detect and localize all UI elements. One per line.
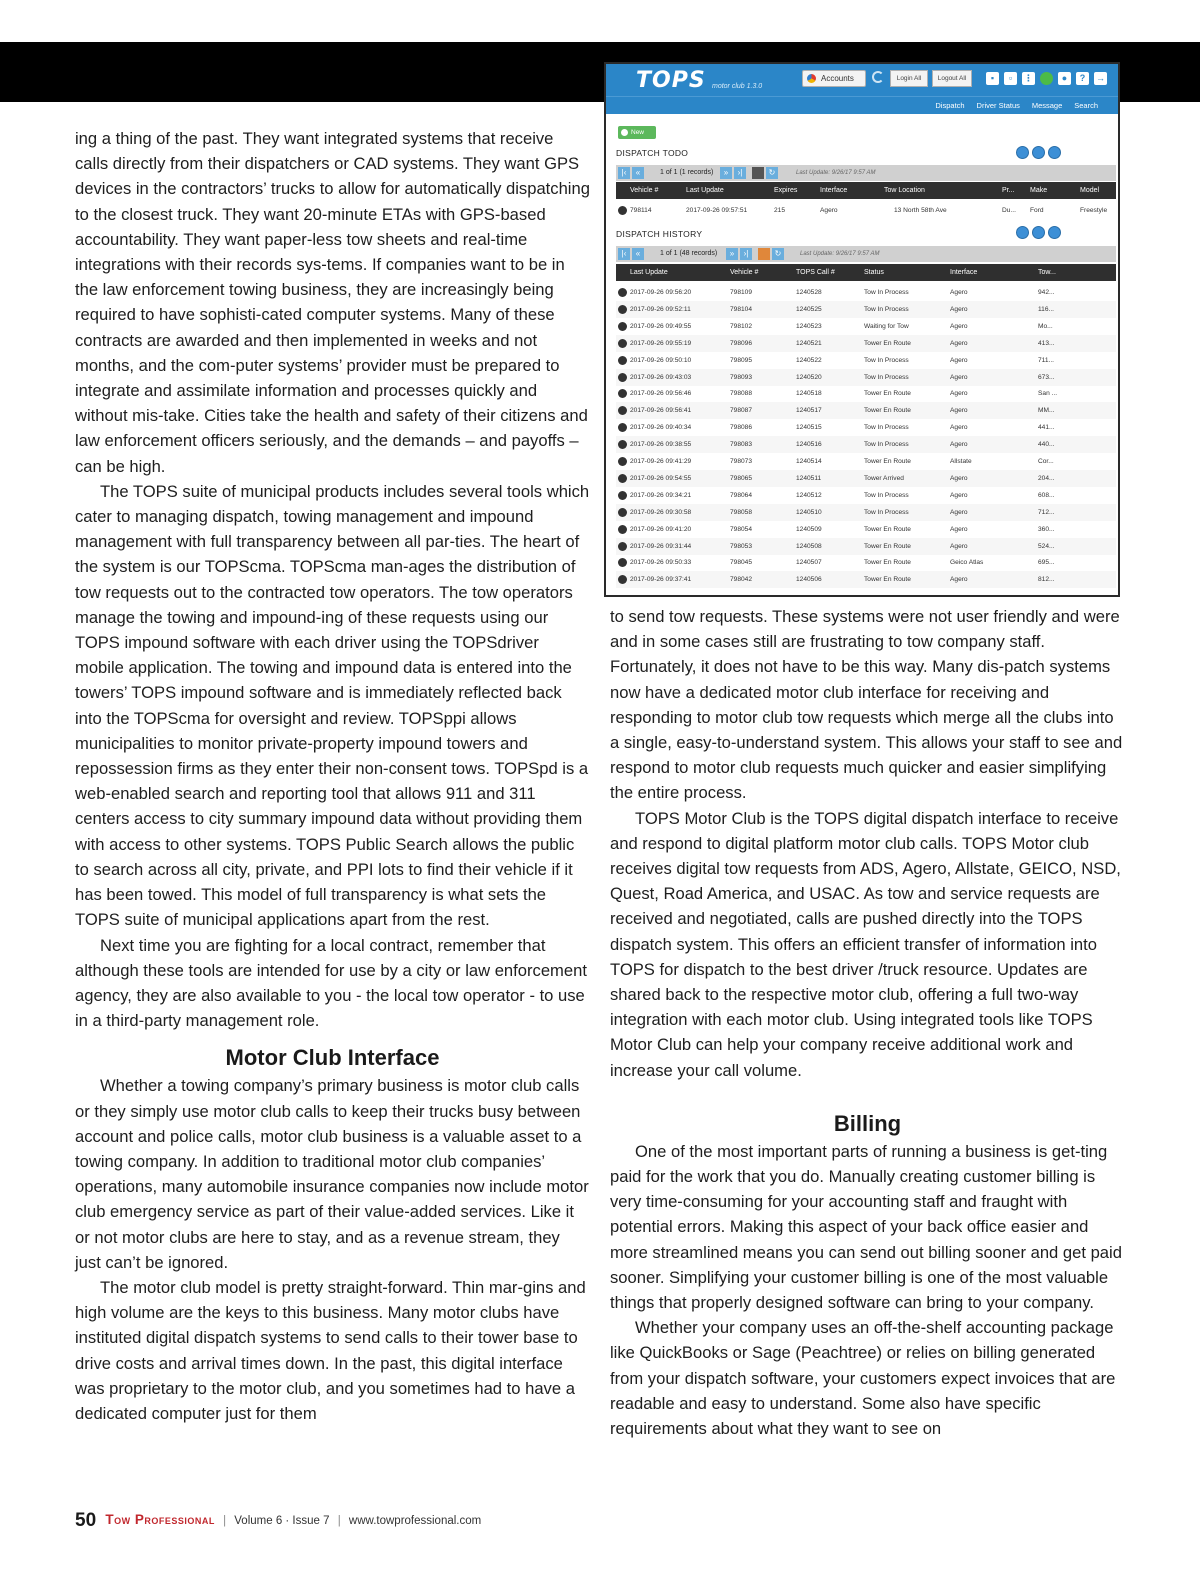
filter-icon[interactable] [758,248,770,260]
row-status-icon [618,206,627,215]
history-cell: 2017-09-26 09:54:55 [630,474,692,482]
history-cell: Agero [950,576,968,584]
row-status-icon [618,457,627,466]
history-cell: 673... [1038,373,1055,381]
row-status-icon [618,542,627,551]
history-cell: 798086 [730,424,753,432]
next-page-icon[interactable]: » [720,167,732,179]
history-table-header [616,264,1116,281]
history-cell: 440... [1038,441,1055,449]
article-paragraph: ing a thing of the past. They want integrated systems that receive calls directly from their dispatchers or CAD systems. They want GPS devices in the contractors’ trucks to allow for automatically dispatching to the closest truck. They want 20-minute ETAs with GPS-based accountability. They want paper-less tow sheets and real-time integrations with their records sys-tems. If companies want to be in the law enforcement towing business, they are increasingly being required to have sophisti-cated computer systems. Many of these contracts are awarded and then implemented in weeks and not months, and the com-puter systems’ provider must be prepared to integrate and assimilate information and processes quickly and without mis-take. Cities take the health and safety of their citizens and law enforcement officers seriously, and the demands – and payoffs – can be high. [75,129,590,476]
history-row[interactable] [616,554,1116,571]
history-cell: 798095 [730,356,753,364]
history-cell: 2017-09-26 09:52:11 [630,305,691,313]
history-cell: Waiting for Tow [864,322,909,330]
history-cell: Tow In Process [864,508,909,516]
history-cell: 798096 [730,339,753,347]
history-cell: 2017-09-26 09:49:55 [630,322,692,330]
history-cell: 1240517 [796,407,822,415]
column-header[interactable]: Interface [950,269,978,276]
todo-record-count: 1 of 1 (1 records) [660,169,714,176]
history-cell: 1240516 [796,441,822,449]
history-row[interactable] [616,385,1116,402]
history-cell: 1240521 [796,339,822,347]
article-paragraph: Next time you are fighting for a local contract, remember that although these tools are intended for use by a city or law enforcement agency, they are also available to you - the local tow operator - to use in a third-party management role. [75,935,587,1031]
history-cell: 798104 [730,305,753,313]
history-cell: 798088 [730,390,753,398]
history-cell: Tow In Process [864,491,909,499]
filter-icon[interactable] [752,167,764,179]
history-cell: 1240518 [796,390,822,398]
magazine-name: Tow Professional [105,1512,215,1527]
history-cell: 695... [1038,559,1055,567]
history-cell: 2017-09-26 09:55:19 [630,339,692,347]
logout-all-button[interactable]: Logout All [932,70,972,87]
tops-app-screenshot [604,62,1120,597]
accounts-button[interactable]: Accounts [802,70,866,87]
history-cell: MM... [1038,407,1055,415]
history-cell: Geico Atlas [950,559,984,567]
history-cell: 2017-09-26 09:40:34 [630,424,692,432]
history-cell: Tow In Process [864,441,909,449]
last-page-icon[interactable]: ›| [734,167,746,179]
right-column [610,604,1125,1441]
history-cell: Tower En Route [864,458,911,465]
history-cell: 798093 [730,373,753,381]
reload-icon[interactable]: ↻ [766,167,778,179]
history-cell: 2017-09-26 09:41:20 [630,525,692,533]
todo-table-header [616,182,1116,199]
footer-separator: | [223,1515,227,1527]
history-cell: Agero [950,474,968,482]
history-cell: Cor... [1038,458,1054,465]
row-status-icon [618,389,627,398]
settings-icon[interactable] [1032,146,1045,159]
history-cell: Tow In Process [864,305,909,313]
history-last-update: Last Update: 9/26/17 9:57 AM [800,251,880,257]
history-row[interactable] [616,284,1116,301]
row-status-icon [618,356,627,365]
history-actions [1016,226,1061,239]
section-heading-billing: Billing [833,1110,902,1136]
history-cell: Tow In Process [864,424,909,432]
column-header[interactable]: Model [1080,187,1100,194]
history-cell: Agero [950,424,968,432]
row-status-icon [618,406,627,415]
column-header[interactable]: Tow... [1038,269,1056,276]
row-status-icon [618,491,627,500]
history-cell: 798065 [730,474,753,482]
history-cell: Mo... [1038,322,1053,330]
history-cell: Tower En Route [864,407,911,415]
row-status-icon [618,508,627,517]
history-cell: 1240509 [796,525,822,533]
history-record-count: 1 of 1 (48 records) [660,250,718,257]
history-cell: 798053 [730,542,753,550]
history-cell: 413... [1038,339,1055,347]
history-row[interactable] [616,402,1116,419]
history-cell: 1240523 [796,322,822,330]
history-cell: Agero [950,305,968,313]
logout-icon[interactable]: → [1096,73,1105,83]
history-cell: 711... [1038,356,1055,364]
history-cell: 2017-09-26 09:31:44 [630,542,692,550]
history-cell: Tow In Process [864,373,909,381]
history-cell: 798083 [730,441,753,449]
history-cell: Agero [950,289,968,296]
history-cell: 2017-09-26 09:56:41 [630,407,692,415]
login-all-button[interactable]: Login All [890,70,928,87]
history-cell: Tow In Process [864,356,909,364]
page-number: 50 [75,1510,97,1531]
row-status-icon [618,440,627,449]
history-cell: 1240520 [796,373,822,381]
column-header[interactable]: Interface [820,187,848,194]
history-cell: 1240522 [796,356,822,364]
dispatch-history-title: DISPATCH HISTORY [616,229,703,239]
article-paragraph: to send tow requests. These systems were not user friendly and were and in some cases still are frustrating to tow company staff. Fortunately, it does not have to be this way. Many dis-patch systems now have a dedicated motor club interface for receiving and responding to motor club tow requests which merge all the clubs into a single, easy-to-understand system. This allows your staff to see and respond to motor club requests much quicker and easier simplifying the entire process. [610,607,1123,803]
history-cell: 1240528 [796,289,822,296]
status-icon[interactable] [1040,72,1053,85]
chat-icon[interactable]: ▪ [986,72,999,85]
history-cell: 712... [1038,508,1055,516]
history-row[interactable] [616,504,1116,521]
history-cell: Agero [950,339,968,347]
nav-search[interactable]: Search [1074,101,1098,110]
user-icon[interactable]: ● [1058,72,1071,85]
nav-dispatch[interactable]: Dispatch [935,101,965,110]
refresh-icon[interactable] [872,71,884,83]
history-row[interactable] [616,470,1116,487]
column-header[interactable]: Vehicle # [630,187,659,194]
article-paragraph: One of the most important parts of running a business is get-ting paid for the work that you do. Manually creating customer billing is very time-consuming for your accounting staff and fraught with potential errors. Making this aspect of your back office easier and more streamlined means you can send out billing sooner and get paid sooner. Simplifying your customer billing is one of the most valuable things that properly designed software can bring to your company. [610,1141,1122,1313]
history-cell: 798045 [730,559,753,567]
history-row[interactable] [616,318,1116,335]
history-cell: 2017-09-26 09:41:29 [630,458,692,465]
history-cell: 1240511 [796,474,822,482]
history-row[interactable] [616,419,1116,436]
history-row[interactable] [616,538,1116,555]
article-paragraph: The TOPS suite of municipal products includes several tools which cater to managing dispatch, towing management and impound management with full transparency between all par-ties. The heart of the system is our TOPScma. TOPScma man-ages the distribution of tow requests out to the contracted tow operators. The tow operators manage the towing and impound-ing of these requests using our TOPS impound software with each driver using the TOPSdriver mobile application. The towing and impound data is entered into the towers’ TOPS impound software and is immediately reflected back into the TOPScma for oversight and review. TOPSppi allows municipalities to monitor private-property impound towers and repossession firms as they enter their non-consent tows. TOPSpd is a web-enabled search and reporting tool that allows 911 and 311 centers access to city summary impound data without providing them with access to other systems. TOPS Public Search allows the public to search across all city, private, and PPI lots to find their vehicle if it has been towed. This model of full transparency is what sets the TOPS suite of municipal applications apart from the rest. [75,481,590,930]
grid-icon[interactable]: ⋮ [1024,73,1033,83]
history-cell: 2017-09-26 09:38:55 [630,441,692,449]
row-status-icon [618,474,627,483]
history-row[interactable] [616,301,1116,318]
history-cell: Tow In Process [864,289,909,296]
search-icon[interactable] [1016,146,1029,159]
app-toolbar [606,64,1118,96]
issue-info: Volume 6 · Issue 7 [234,1515,330,1527]
window-icon[interactable]: ▫ [1004,72,1017,85]
history-cell: 2017-09-26 09:30:58 [630,508,692,516]
history-cell: 798054 [730,525,753,533]
nav-message[interactable]: Message [1031,101,1063,110]
history-row[interactable] [616,369,1116,386]
history-cell: 798087 [730,407,753,415]
column-header[interactable]: Make [1030,187,1048,194]
history-cell: 2017-09-26 09:34:21 [630,491,692,499]
history-cell: 798073 [730,458,753,465]
reload-icon[interactable]: ↻ [772,248,784,260]
history-cell: San ... [1038,390,1058,398]
history-row[interactable] [616,521,1116,538]
row-status-icon [618,288,627,297]
row-status-icon [618,339,627,348]
history-cell: Tower En Route [864,339,911,347]
column-header[interactable]: Tow Location [884,187,925,194]
history-row[interactable] [616,352,1116,369]
last-page-icon[interactable]: ›| [740,248,752,260]
column-header[interactable]: Last Update [686,187,724,194]
export-icon[interactable] [1048,226,1061,239]
history-cell: Tower En Route [864,525,911,533]
column-header[interactable]: Status [864,269,884,276]
history-cell: Tower En Route [864,390,911,398]
help-icon[interactable]: ? [1076,72,1089,85]
row-status-icon [618,305,627,314]
toolbar-icons [986,72,1107,85]
history-cell: 116... [1038,305,1055,313]
history-cell: Tower En Route [864,576,911,584]
history-cell: 1240512 [796,491,822,499]
first-page-icon[interactable]: |‹ [618,248,630,260]
export-icon[interactable] [1048,146,1061,159]
article-paragraph: The motor club model is pretty straight-forward. Thin mar-gins and high volume are the keys to this business. Many motor clubs have instituted digital dispatch systems to send calls to their tower base to drive costs and arrival times down. In the past, this digital interface was proprietary to the motor club, and you sometimes had to have a dedicated computer just for them [75,1277,586,1423]
history-cell: 812... [1038,576,1055,584]
accounts-icon [807,74,816,83]
column-header[interactable]: Pr... [1002,187,1015,194]
article-paragraph: TOPS Motor Club is the TOPS digital dispatch interface to receive and respond to digital platform motor club calls. TOPS Motor club receives digital tow requests from ADS, Agero, Allstate, GEICO, NSD, Quest, Road America, and USAC. As tow and service requests are received and negotiated, calls are pushed directly into the TOPS dispatch system. This offers an efficient transfer of information into TOPS for dispatch to the best driver /truck resource. Updates are shared back to the respective motor club, offering a full two-way integration with each motor club. Using integrated tools like TOPS Motor Club can help your company receive additional work and increase your call volume. [610,808,1121,1080]
left-column [75,126,590,1426]
row-status-icon [618,322,627,331]
history-cell: 1240506 [796,576,822,584]
app-version: motor club 1.3.0 [712,83,763,90]
history-cell: Agero [950,491,968,499]
settings-icon[interactable] [1032,226,1045,239]
history-cell: 798058 [730,508,753,516]
history-cell: 524... [1038,542,1055,550]
row-status-icon [618,525,627,534]
history-cell: 2017-09-26 09:56:46 [630,390,692,398]
search-icon[interactable] [1016,226,1029,239]
history-cell: Allstate [950,458,972,465]
prev-page-icon[interactable]: « [632,167,644,179]
history-cell: 441... [1038,424,1055,432]
history-cell: 798109 [730,289,753,296]
nav-driver-status[interactable]: Driver Status [976,101,1020,110]
history-cell: 1240510 [796,508,822,516]
history-cell: Agero [950,390,968,398]
history-cell: 1240525 [796,305,822,313]
history-cell: Agero [950,407,968,415]
history-cell: 1240508 [796,542,822,550]
history-cell: 798102 [730,322,753,330]
history-cell: Tower En Route [864,542,911,550]
todo-pager [616,165,1116,181]
history-cell: Agero [950,356,968,364]
history-cell: Tower En Route [864,559,911,567]
footer-separator: | [337,1515,341,1527]
history-cell: 1240515 [796,424,822,432]
column-header[interactable]: Vehicle # [730,269,759,276]
history-cell: 2017-09-26 09:56:20 [630,289,692,296]
history-cell: 798064 [730,491,753,499]
history-cell: 2017-09-26 09:50:10 [630,356,692,364]
prev-page-icon[interactable]: « [632,248,644,260]
todo-last-update: Last Update: 9/26/17 9:57 AM [796,170,876,176]
history-row[interactable] [616,487,1116,504]
todo-row[interactable]: 798114 2017-09-26 09:57:51 215 Agero 13 North 58th Ave Du... Ford Freestyle [616,202,1116,219]
next-page-icon[interactable]: » [726,248,738,260]
history-cell: 1240514 [796,458,822,465]
history-row[interactable] [616,335,1116,352]
page-footer [75,1510,481,1532]
history-cell: Agero [950,441,968,449]
row-status-icon [618,373,627,382]
todo-actions [1016,146,1061,159]
history-cell: 360... [1038,525,1055,533]
history-cell: Agero [950,542,968,550]
history-cell: 2017-09-26 09:50:33 [630,559,692,567]
app-nav [606,96,1118,114]
history-cell: 798042 [730,576,753,584]
column-header[interactable]: Expires [774,187,798,194]
tops-logo: TOPS [636,68,706,93]
history-cell: Agero [950,322,968,330]
new-button[interactable]: New [618,126,656,139]
history-cell: Agero [950,373,968,381]
history-pager [616,246,1116,262]
article-paragraph: Whether a towing company’s primary business is motor club calls or they simply use motor club calls to keep their trucks busy between account and police calls, motor club business is a valuable asset to a towing company. In addition to traditional motor club companies’ operations, many automobile insurance companies now include motor club emergency service as part of their value-added services. Like it or not motor clubs are here to stay, and as a revenue stream, they just can’t be ignored. [75,1076,589,1272]
history-row[interactable] [616,436,1116,453]
history-cell: 942... [1038,289,1055,296]
column-header[interactable]: Last Update [630,269,668,276]
history-cell: Agero [950,508,968,516]
row-status-icon [618,423,627,432]
column-header[interactable]: TOPS Call # [796,269,835,276]
website-link[interactable]: www.towprofessional.com [348,1515,482,1527]
history-cell: 1240507 [796,559,822,567]
history-cell: Tower Arrived [864,474,904,482]
dispatch-todo-title: DISPATCH TODO [616,148,689,158]
history-cell: 2017-09-26 09:43:03 [630,373,692,381]
history-cell: 2017-09-26 09:37:41 [630,576,692,584]
row-status-icon [618,575,627,584]
history-row[interactable] [616,453,1116,470]
section-heading-motor-club: Motor Club Interface [225,1045,440,1071]
history-cell: Agero [950,525,968,533]
history-cell: 204... [1038,474,1055,482]
history-cell: 608... [1038,491,1055,499]
row-status-icon [618,558,627,567]
first-page-icon[interactable]: |‹ [618,167,630,179]
history-row[interactable] [616,571,1116,588]
article-paragraph: Whether your company uses an off-the-shelf accounting package like QuickBooks or Sage (Peachtree) or relies on billing generated from your dispatch software, your customers expect invoices that are readable and easy to understand. Some also have specific requirements about what they want to see on [610,1318,1116,1439]
